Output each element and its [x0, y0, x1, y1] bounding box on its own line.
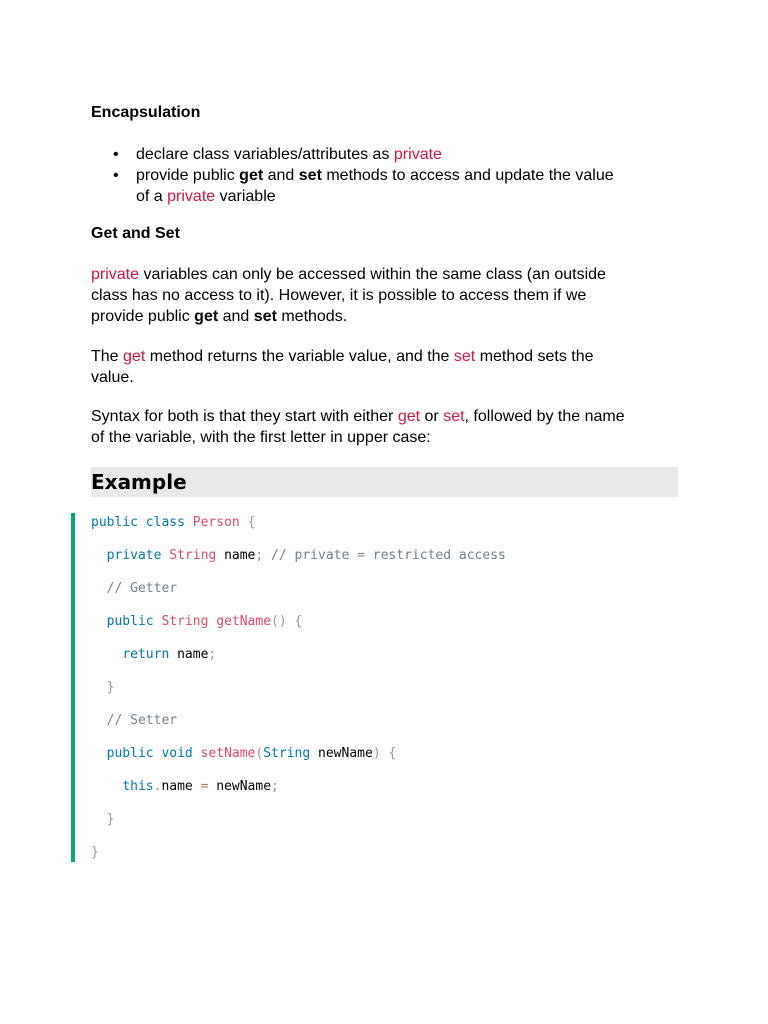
code-punctuation: { — [388, 746, 397, 761]
bullet-text: and — [263, 167, 299, 184]
code-identifier: name — [224, 548, 256, 563]
code-identifier: name — [161, 779, 193, 794]
code-line — [91, 810, 114, 830]
code-type: String — [169, 548, 217, 563]
code-line — [91, 645, 216, 665]
keyword-set: set — [298, 167, 322, 184]
code-line — [91, 678, 114, 698]
paragraph-get-set-methods — [91, 346, 691, 388]
code-identifier: newName — [318, 746, 373, 761]
paragraph-text: Syntax for both is that they start with either — [91, 408, 398, 425]
code-punctuation: ; — [255, 548, 264, 563]
keyword-get: get — [239, 167, 264, 184]
example-title: Example — [91, 470, 187, 494]
code-line — [91, 579, 177, 599]
keyword-private: private — [393, 146, 442, 163]
bullet-dot-icon: • — [113, 146, 119, 163]
list-item — [91, 144, 691, 165]
bullet-text: variable — [215, 188, 276, 205]
paragraph-text: or — [420, 408, 444, 425]
code-comment: // Getter — [106, 581, 178, 596]
code-line — [91, 777, 279, 797]
code-keyword: void — [161, 746, 193, 761]
code-identifier: name — [177, 647, 209, 662]
code-line — [91, 546, 506, 566]
code-operator: = — [200, 779, 209, 794]
code-keyword: public — [106, 614, 154, 629]
encapsulation-bullet-list — [91, 144, 691, 207]
code-punctuation: { — [294, 614, 303, 629]
paragraph-text: , followed by the name — [464, 408, 625, 425]
bullet-text: provide public — [136, 167, 240, 184]
bullet-text: of a — [136, 188, 168, 205]
code-line — [91, 612, 302, 632]
code-keyword: this — [122, 779, 154, 794]
code-keyword: public — [91, 515, 138, 530]
keyword-private: private — [167, 188, 216, 205]
code-line — [91, 711, 177, 731]
paragraph-text: methods. — [276, 308, 348, 325]
paragraph-private-access — [91, 264, 691, 327]
paragraph-text: variables can only be accessed within the same class (an outside — [139, 266, 606, 283]
keyword-get: get — [194, 308, 219, 325]
code-punctuation: . — [153, 779, 162, 794]
keyword-set: set — [453, 348, 476, 365]
keyword-private: private — [91, 266, 140, 283]
code-punctuation: ; — [271, 779, 279, 794]
code-punctuation: } — [106, 680, 115, 695]
code-punctuation: ) — [372, 746, 381, 761]
code-punctuation: } — [91, 845, 99, 860]
code-class-name: Person — [192, 515, 240, 530]
keyword-set: set — [443, 408, 465, 425]
list-item — [91, 165, 691, 207]
paragraph-text: method returns the variable value, and the — [145, 348, 454, 365]
paragraph-text: and — [218, 308, 254, 325]
code-line — [91, 843, 99, 863]
code-method-name: getName — [216, 614, 272, 629]
keyword-get: get — [397, 408, 421, 425]
code-line — [91, 513, 255, 533]
code-method-name: setName — [200, 746, 256, 761]
code-punctuation: { — [247, 515, 256, 530]
paragraph-text: class has no access to it). However, it is possible to access them if we — [91, 287, 587, 304]
example-header — [91, 467, 678, 497]
code-punctuation: ; — [208, 647, 217, 662]
code-identifier: newName — [216, 779, 272, 794]
paragraph-text: method sets the — [475, 348, 594, 365]
paragraph-text: value. — [91, 369, 134, 386]
paragraph-text: provide public — [91, 308, 195, 325]
code-line — [91, 744, 396, 764]
code-punctuation: ( — [255, 746, 264, 761]
code-comment: // private = restricted access — [271, 548, 506, 563]
code-comment: // Setter — [106, 713, 178, 728]
code-type: String — [263, 746, 311, 761]
keyword-set: set — [253, 308, 277, 325]
code-keyword: private — [106, 548, 162, 563]
code-punctuation: } — [106, 812, 115, 827]
bullet-text: methods to access and update the value — [321, 167, 614, 184]
code-type: String — [161, 614, 209, 629]
code-keyword: public — [106, 746, 154, 761]
code-punctuation: () — [271, 614, 287, 629]
heading-encapsulation: Encapsulation — [91, 104, 201, 121]
heading-get-and-set: Get and Set — [91, 225, 180, 242]
code-accent-bar — [71, 513, 75, 862]
code-keyword: return — [122, 647, 170, 662]
bullet-dot-icon: • — [113, 167, 119, 184]
paragraph-text: of the variable, with the first letter in upper case: — [91, 429, 431, 446]
keyword-get: get — [123, 348, 146, 365]
bullet-text: declare class variables/attributes as — [136, 146, 394, 163]
code-keyword: class — [145, 515, 185, 530]
paragraph-syntax — [91, 406, 691, 448]
paragraph-text: The — [91, 348, 124, 365]
